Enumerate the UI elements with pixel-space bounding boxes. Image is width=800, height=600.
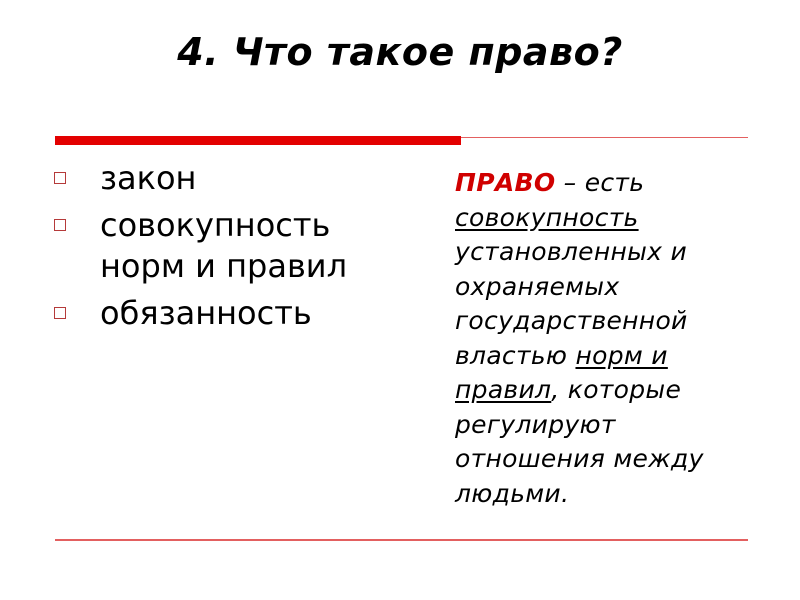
bullet-list (52, 158, 412, 340)
definition-highlight: норм и правил (455, 340, 668, 404)
definition-highlight: совокупность (455, 202, 639, 232)
footer-rule (55, 539, 748, 541)
square-bullet-icon (54, 307, 66, 319)
definition-text: , которые регулируют отношения между людьми. (455, 375, 704, 508)
slide-title: 4. Что такое право? (177, 30, 623, 74)
title-underline-thick (55, 136, 461, 145)
definition-paragraph (455, 166, 755, 511)
list-item (52, 293, 412, 334)
square-bullet-icon (54, 219, 66, 231)
bullet-text: совокупность норм и правил (100, 206, 348, 285)
title-underline-thin (461, 137, 748, 138)
definition-term: ПРАВО (455, 168, 556, 197)
bullet-text: обязанность (100, 294, 312, 332)
definition-text: – есть (555, 168, 645, 197)
list-item (52, 158, 412, 199)
bullet-text: закон (100, 159, 197, 197)
list-item (52, 205, 420, 287)
square-bullet-icon (54, 172, 66, 184)
definition-text: установленных и охраняемых государственной властью (455, 237, 688, 370)
